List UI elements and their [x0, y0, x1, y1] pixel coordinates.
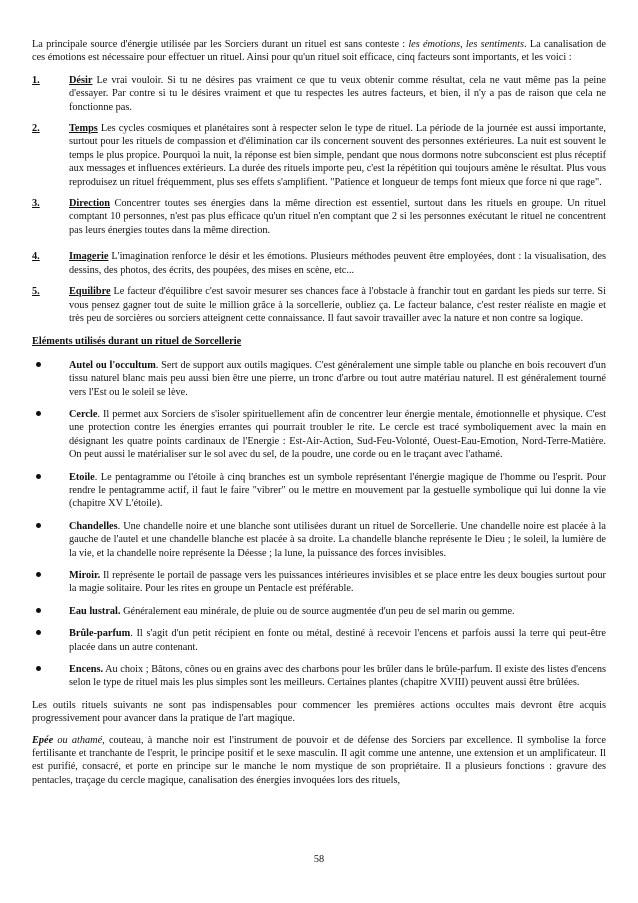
epee-term: Epée	[32, 734, 54, 746]
factor-item-equilibre	[32, 285, 606, 325]
element-item-eau-lustral	[32, 605, 606, 618]
factor-item-desir	[32, 74, 606, 114]
intro-emphasis: les émotions, les sentiments	[408, 39, 525, 50]
factor-description: L'imagination renforce le désir et les émotions. Plusieurs méthodes peuvent être employées, dont : la visualisation, des dessins, des photos, des écrits, des poupées, des mises en scène, etc...	[69, 251, 606, 276]
factor-text	[69, 74, 606, 114]
element-term: Autel ou l'occultum	[69, 359, 156, 371]
factor-term: Direction	[69, 198, 110, 210]
page-number: 58	[313, 854, 325, 865]
factor-number: 1.	[32, 74, 40, 86]
factor-item-imagerie	[32, 250, 606, 277]
bullet-icon	[32, 569, 69, 596]
factor-number: 5.	[32, 286, 40, 298]
factor-text	[69, 250, 606, 277]
element-text	[69, 627, 606, 654]
element-term: Eau lustral.	[69, 605, 121, 617]
factor-number: 2.	[32, 123, 40, 135]
bullet-icon	[32, 627, 69, 654]
element-item-autel	[32, 359, 606, 399]
element-text	[69, 569, 606, 596]
element-description: Au choix ; Bâtons, cônes ou en grains avec des charbons pour les brûler dans le brûle-parfum. Il existe des listes d'encens selon le type de rituel mais les plus simples sont les meilleurs. Certaines plantes (chapitre XVIII) peuvent aussi être brûlées.	[69, 664, 606, 689]
factor-description: Concentrer toutes ses énergies dans la même direction est essentiel, surtout dans les rituels en groupe. Un rituel comptant 10 personnes, n'est pas plus efficace qu'un rituel n'en comptant que 2 si les personnes exécutant le rituel ne concentrent pas leurs énergies toutes dans la même direction.	[69, 198, 606, 236]
element-description: . Il s'agit d'un petit récipient en fonte ou métal, destiné à recevoir l'encens et parfois aussi la terre qui peut-être placée dans un autre contenant.	[69, 628, 606, 653]
section-title: Eléments utilisés durant un rituel de Sorcellerie	[32, 336, 242, 348]
epee-paragraph	[32, 734, 606, 788]
bullet-icon	[32, 520, 69, 560]
element-text	[69, 408, 606, 462]
epee-text: , couteau, à manche noir est l'instrument de pouvoir et de défense des Sorciers par excellence. Il symbolise la force fertilisante et tranchante de l'esprit, le principe positif et le sexe masculin. Il agit comme une antenne, une extension et un amplificateur. Il est purifié, consacré, et porte en principe sur le manche le nom mystique de son propriétaire. Il a plusieurs fonctions : gravure des pentacles, traçage du cercle magique, canalisation des énergies invoquées lors des rituels,	[32, 734, 606, 786]
factor-text	[69, 285, 606, 325]
element-term: Miroir.	[69, 570, 101, 581]
element-text	[69, 359, 606, 399]
factor-description: Le vrai vouloir. Si tu ne désires pas vraiment ce que tu veux obtenir comme résultat, cela ne vaut même pas la peine d'essayer. Par contre si tu le désires vraiment et que tu respectes les autres facteurs, et bien, il n'y a pas de raison que cela ne fonctionne pas.	[69, 74, 606, 113]
factor-item-temps	[32, 122, 606, 189]
element-term: Brûle-parfum	[69, 628, 131, 640]
intro-text-before: La principale source d'énergie utilisée par les Sorciers durant un rituel est sans conteste :	[32, 39, 409, 50]
element-item-chandelles	[32, 520, 606, 560]
element-description: . Le pentagramme ou l'étoile à cinq branches est un symbole représentant l'énergie magique de l'homme ou l'esprit. Pour rendre le pentagramme actif, il faut le faire "vibrer" ou le mettre en mouvement par la gestuelle symbolique qui lui donne la vie (chapitre XV L'étoile).	[69, 471, 606, 510]
element-item-encens	[32, 663, 606, 690]
factor-description: Le facteur d'équilibre c'est savoir mesurer ses chances face à l'obstacle à franchir tout en gardant les pieds sur terre. Si vous pensez gagner tout de suite le million grâce à la sorcellerie, oubliez ça. Le facteur balance, c'est rester réaliste en magie et très peu de sorcières ou sorciers atteignent cette connaissance. Il faut savoir travailler avec la nature et non contre sa logique.	[69, 286, 606, 324]
factor-term: Imagerie	[69, 251, 109, 263]
factor-number: 4.	[32, 251, 40, 263]
element-description: . Sert de support aux outils magiques. C'est généralement une simple table ou planche en bois recouvert d'un tissu naturel blanc mais peu aussi bien être une pierre, un tronc d'arbre ou tout autre matériau naturel. Il est généralement tourné vers l'Est ou le soleil se lève.	[69, 359, 606, 398]
factor-term: Equilibre	[69, 286, 111, 298]
element-term: Cercle	[69, 408, 98, 420]
bullet-icon	[32, 663, 69, 690]
element-term: Encens.	[69, 664, 104, 676]
element-text	[69, 663, 606, 690]
element-term: Chandelles	[69, 520, 118, 532]
element-description: . Il permet aux Sorciers de s'isoler spirituellement afin de concentrer leur énergie mentale, émotionnelle et physique. C'est une protection contre les énergies errantes qui pourrait troubler le rite. Le cercle est tracé symboliquement avec la main en désignant les quatre points cardinaux de l'Energie : Est-Air-Action, Sud-Feu-Volonté, Ouest-Eau-Emotion, Nord-Terre-Matière. On peut aussi le matérialiser sur le sol avec du sel, de la poudre, une corde ou en le traçant avec l'athamé.	[69, 408, 606, 461]
factor-number: 3.	[32, 198, 40, 210]
bullet-icon	[32, 408, 69, 462]
factor-term: Temps	[69, 123, 98, 135]
factor-description: Les cycles cosmiques et planétaires sont à respecter selon le type de rituel. La période de la journée est aussi importante, surtout pour les rituels de compassion et d'élimination car ils concernent souvent des personnes extérieures. La nuit est souvent le temps le plus propice. Pourquoi la nuit, la réponse est bien simple, pendant que nous dormons notre subconscient est plus réceptif aux messages et influences extérieurs. La durée des rituels importe peu, c'est la répétition qui toujours amène le résultat. Plus vous reproduisez un rituel fréquemment, plus ses effets s'amplifient. "Patience et longueur de temps font mieux que force ni que rage".	[69, 123, 606, 188]
element-description: Il représente le portail de passage vers les puissances intérieures invisibles et se place entre les deux bougies surtout pour la magie solitaire. Pour les rites en groupe un Pentacle est préférable.	[69, 570, 606, 595]
element-item-cercle	[32, 408, 606, 462]
factor-text	[69, 122, 606, 189]
element-item-brule-parfum	[32, 627, 606, 654]
epee-alt: ou athamé	[53, 734, 103, 746]
factor-item-direction	[32, 197, 606, 237]
intro-text-after: . La canalisation de ces émotions est nécessaire pour effectuer un rituel. Ainsi pour qu'un rituel soit efficace, cinq facteurs sont importants, et les voici :	[32, 39, 607, 64]
element-item-miroir	[32, 569, 606, 596]
element-item-etoile	[32, 471, 606, 511]
element-term: Etoile	[69, 471, 95, 483]
element-text	[69, 605, 606, 618]
factor-text	[69, 197, 606, 237]
outro-paragraph: Les outils rituels suivants ne sont pas indispensables pour commencer les premières actions occultes mais devront être acquis progressivement pour avancer dans la pratique de l'art magique.	[32, 699, 606, 725]
factor-term: Désir	[69, 74, 93, 86]
document-page	[32, 38, 606, 795]
element-text	[69, 471, 606, 511]
intro-paragraph	[32, 38, 606, 65]
element-description: Généralement eau minérale, de pluie ou de source augmentée d'un peu de sel marin ou gemme.	[120, 605, 515, 617]
element-description: . Une chandelle noire et une blanche sont utilisées durant un rituel de Sorcellerie. Une chandelle noire est placée à la gauche de l'autel et une chandelle blanche est placée à sa droite. La chandelle blanche représente le Dieu ; le soleil, la lumière de la vie, et la chandelle noire représente la Déesse ; la lune, la puissance des forces invisibles.	[69, 520, 606, 559]
bullet-icon	[32, 359, 69, 399]
bullet-icon	[32, 471, 69, 511]
element-text	[69, 520, 606, 560]
bullet-icon	[32, 605, 69, 618]
